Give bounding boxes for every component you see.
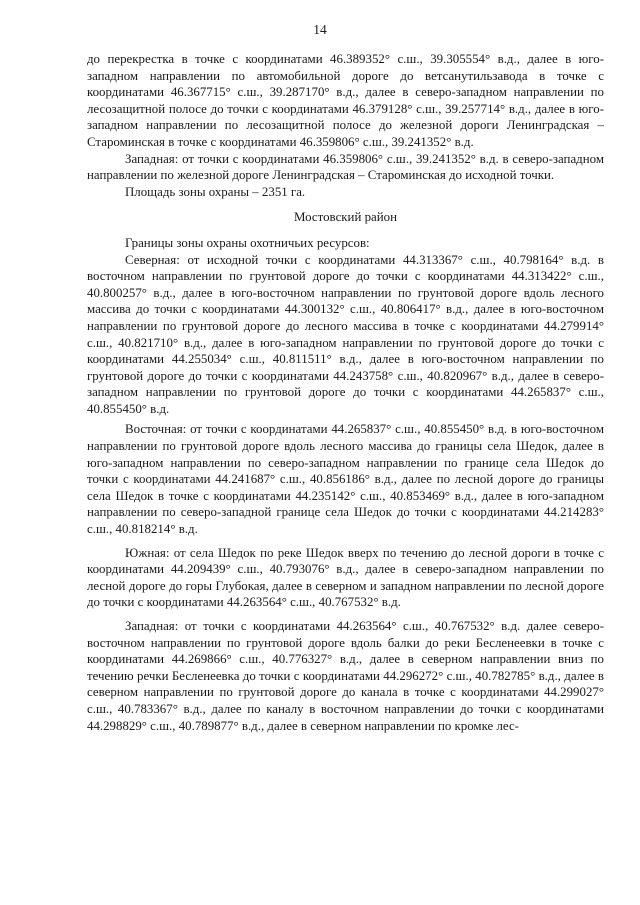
paragraph-west-border: Западная: от точки с координатами 46.359806° с.ш., 39.241352° в.д. в северо-западном направлении по железной дороге Ленинградская – Староминская до исходной точки. <box>87 151 604 183</box>
paragraph-borders-intro: Границы зоны охраны охотничьих ресурсов: <box>125 235 370 250</box>
paragraph-protection-area: Площадь зоны охраны – 2351 га. <box>125 184 306 199</box>
paragraph-south-border: Южная: от села Шедок по реке Шедок вверх по течению до лесной дороги в точке с координатами 44.209439° с.ш., 40.793076° в.д., далее в северо-западном направлении по лесной дороге до горы Глубокая, далее в северном и западном направлении по лесной дороге до точки с координатами 44.263564° с.ш., 40.767532° в.д. <box>87 545 604 610</box>
section-heading: Мостовский район <box>294 210 397 225</box>
paragraph-west-border-2: Западная: от точки с координатами 44.263564° с.ш., 40.767532° в.д. далее северо-восточном направлении по грунтовой дороге вдоль балки до реки Бесленеевки в точке с координатами 44.269866° с.ш., 40.776327° в.д., далее в северном направлении вниз по течению речки Бесленеевка до точки с координатами 44.296272° с.ш., 40.782785° в.д., далее в северном направлении по грунтовой дороге до канала в точке с координатами 44.299027° с.ш., 40.783367° в.д., далее по каналу в восточном направлении до точки с координатами 44.298829° с.ш., 40.789877° в.д., далее в северном направлении по кромке лес- <box>87 619 604 733</box>
paragraph-north-border: Северная: от исходной точки с координатами 44.313367° с.ш., 40.798164° в.д. в восточном направлении по грунтовой дороге до точки с координатами 44.313422° с.ш., 40.800257° в.д., далее в юго-восточном направлении по грунтовой дороге вдоль лесного массива до точки с координатами 44.300132° с.ш., 40.806417° в.д., далее в юго-восточном направлении по грунтовой дороге до лесного массива в точке с координатами 44.279914° с.ш., 40.821710° в.д., далее в юго-западном направлении по грунтовой дороге до точки с координатами 44.255034° с.ш., 40.811511° в.д., далее в юго-восточном направлении по грунтовой дороге до точки с координатами 44.243758° с.ш., 40.820967° в.д., далее в северо-западном направлении по грунтовой дороге до точки с координатами 44.265837° с.ш., 40.855450° в.д. <box>87 252 604 416</box>
paragraph-continuation: до перекрестка в точке с координатами 46.389352° с.ш., 39.305554° в.д., далее в юго-западном направлении по автомобильной дороге до ветсанутильзавода в точке с координатами 46.367715° с.ш., 39.287170° в.д., далее в северо-западном направлении по лесозащитной полосе до точки с координатами 46.379128° с.ш., 39.257714° в.д., далее в юго-западном направлении по лесозащитной полосе до железной дороги Ленинградская – Староминская в точке с координатами 46.359806° с.ш., 39.241352° в.д. <box>87 52 604 149</box>
page-number: 14 <box>313 22 327 37</box>
paragraph-east-border: Восточная: от точки с координатами 44.265837° с.ш., 40.855450° в.д. в юго-восточном направлении по грунтовой дороге вдоль лесного массива до границы села Шедок, далее в юго-западном направлении по северо-западном направлении по границе села Шедок до точки с координатами 44.241687° с.ш., 40.856186° в.д., далее по лесной дороге до границы села Шедок в точке с координатами 44.235142° с.ш., 40.853469° в.д., далее в юго-западном направлении по северо-западной границе села Шедок до точки с координатами 44.214283° с.ш., 40.818214° в.д. <box>87 422 604 537</box>
document-body <box>87 51 604 734</box>
